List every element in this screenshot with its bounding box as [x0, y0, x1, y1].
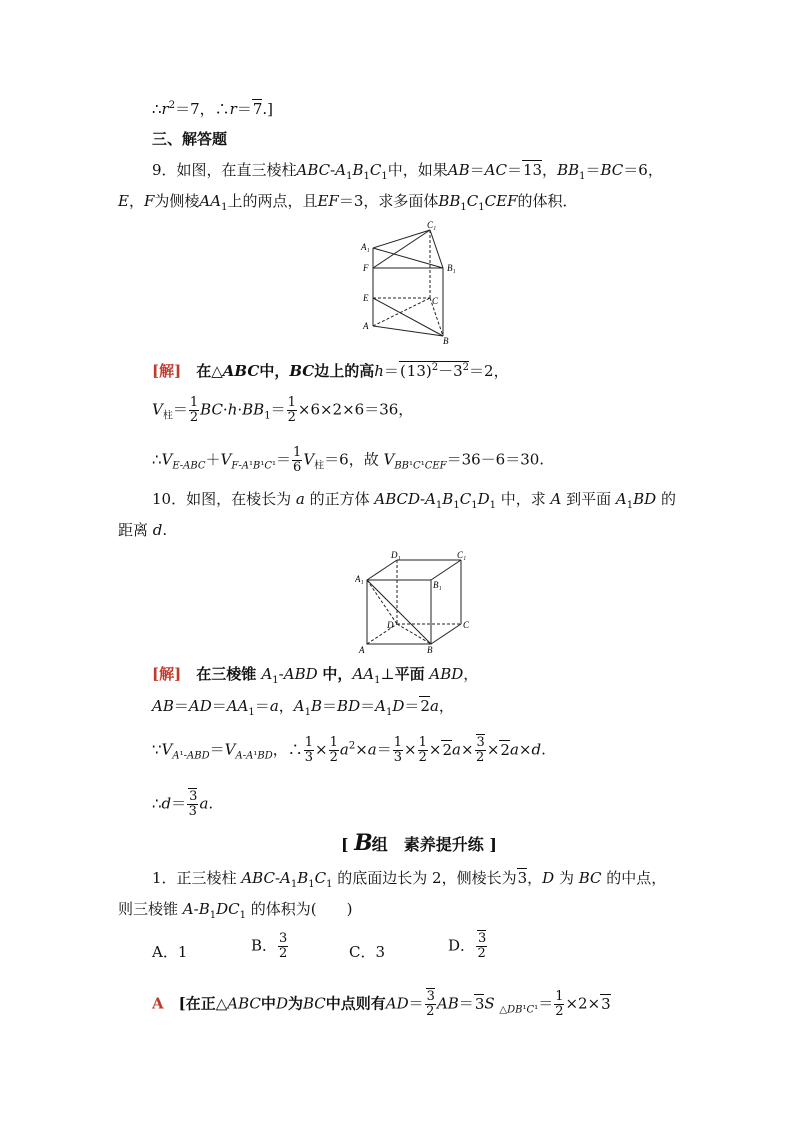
text-line-r-result: $\therefore r^2=7$，∴r＝7.] — [152, 100, 273, 118]
q9-line1: 9．如图，在直三棱柱ABC-$A_1B_1C_1$中，如果AB＝AC＝13，$BB_1=BC=6$， — [152, 161, 663, 182]
label-C1: C₁ — [427, 220, 437, 230]
s9-line2: $V_柱=$ $\frac{1}{2}$ $BC\cdot h\cdot BB_1=$ $\frac{1}{2}$ ×6×2×6＝36， — [152, 395, 414, 425]
option-c[interactable]: C．3 — [349, 943, 386, 961]
answer-letter: A — [152, 994, 164, 1013]
q10-line2: 距离 d. — [118, 521, 168, 539]
q10-line1: 10．如图，在棱长为 a 的正方体 ABCD-$A_1B_1C_1D_1$ 中，求 A 到平面 $A_1BD$ 的 — [152, 490, 676, 511]
label-B1: B₁ — [447, 263, 456, 273]
answer-line: A [在正△ABC中D为BC中点则有AD＝ $\frac{3}{2}$ AB＝3S $_{\triangle DB^1C^1}$＝ $\frac{1}{2}$ ×2×3 — [152, 989, 611, 1019]
option-a[interactable]: A．1 — [152, 943, 188, 961]
label-B1: B₁ — [433, 580, 442, 590]
option-b[interactable]: B． $\frac{3}{2}$ — [251, 931, 288, 961]
label-E: E — [363, 293, 369, 303]
q9-line2: E，F为侧棱$AA_1$上的两点，且EF＝3，求多面体$BB_1C_1CEF$的体积． — [118, 192, 578, 213]
label-A: A — [359, 645, 365, 655]
label-B: B — [427, 645, 433, 655]
solution-tag: [解] — [152, 362, 182, 380]
option-d[interactable]: D． $\frac{3}{2}$ — [448, 931, 487, 961]
label-C1: C₁ — [457, 550, 467, 560]
label-C: C — [463, 620, 470, 630]
label-C: C — [432, 296, 439, 306]
solution-tag: [解] — [152, 665, 182, 683]
label-A1: A₁ — [361, 242, 370, 252]
s9-line3: $\therefore V_{E-ABC}+V_{F-A^1B^1C^1}=$ $\frac{1}{6}$ $V_柱=6$，故 $V_{BB^1C^1CEF}=36-6=30$. — [152, 445, 545, 475]
b1-line1: 1．正三棱柱 ABC-$A_1B_1C_1$ 的底面边长为 2，侧棱长为3，D 为 BC 的中点， — [152, 869, 667, 890]
label-F: F — [363, 263, 369, 273]
label-A1: A₁ — [355, 574, 364, 584]
label-B: B — [443, 336, 449, 346]
s10-line2: $AB=AD=AA_1=a$，$A_1B=BD=A_1D=2a$， — [152, 697, 454, 718]
s9-line1: [解] 在△ABC中，BC边上的高$h=(13)^2-3^2=2$， — [152, 362, 509, 380]
group-b-heading: [ B组 素养提升练 ] — [341, 830, 497, 856]
s10-line4: ∴d＝ $\frac{3}{3}$ a. — [152, 789, 214, 819]
label-D1: D₁ — [391, 550, 401, 560]
label-A: A — [363, 321, 369, 331]
s10-line3: $\because V_{A^1-ABD}=V_{A-A^1BD}$，∴ $\frac{1}{3}$ × $\frac{1}{2}$ $a^2\times a=$ $\frac{1}{3}$ × $\frac{1}{2}$ ×2a× $\frac{3}{2}$ ×2a×d. — [152, 735, 546, 765]
b1-line2: 则三棱锥 $A-B_1DC_1$ 的体积为( ) — [118, 900, 353, 921]
label-D: D — [387, 620, 394, 630]
figure-cube — [355, 548, 473, 656]
s10-line1: [解] 在三棱锥 $A_1$-ABD 中，$AA_1\perp$平面 ABD， — [152, 665, 479, 686]
section-heading: 三、解答题 — [152, 130, 228, 148]
figure-prism — [360, 218, 470, 346]
